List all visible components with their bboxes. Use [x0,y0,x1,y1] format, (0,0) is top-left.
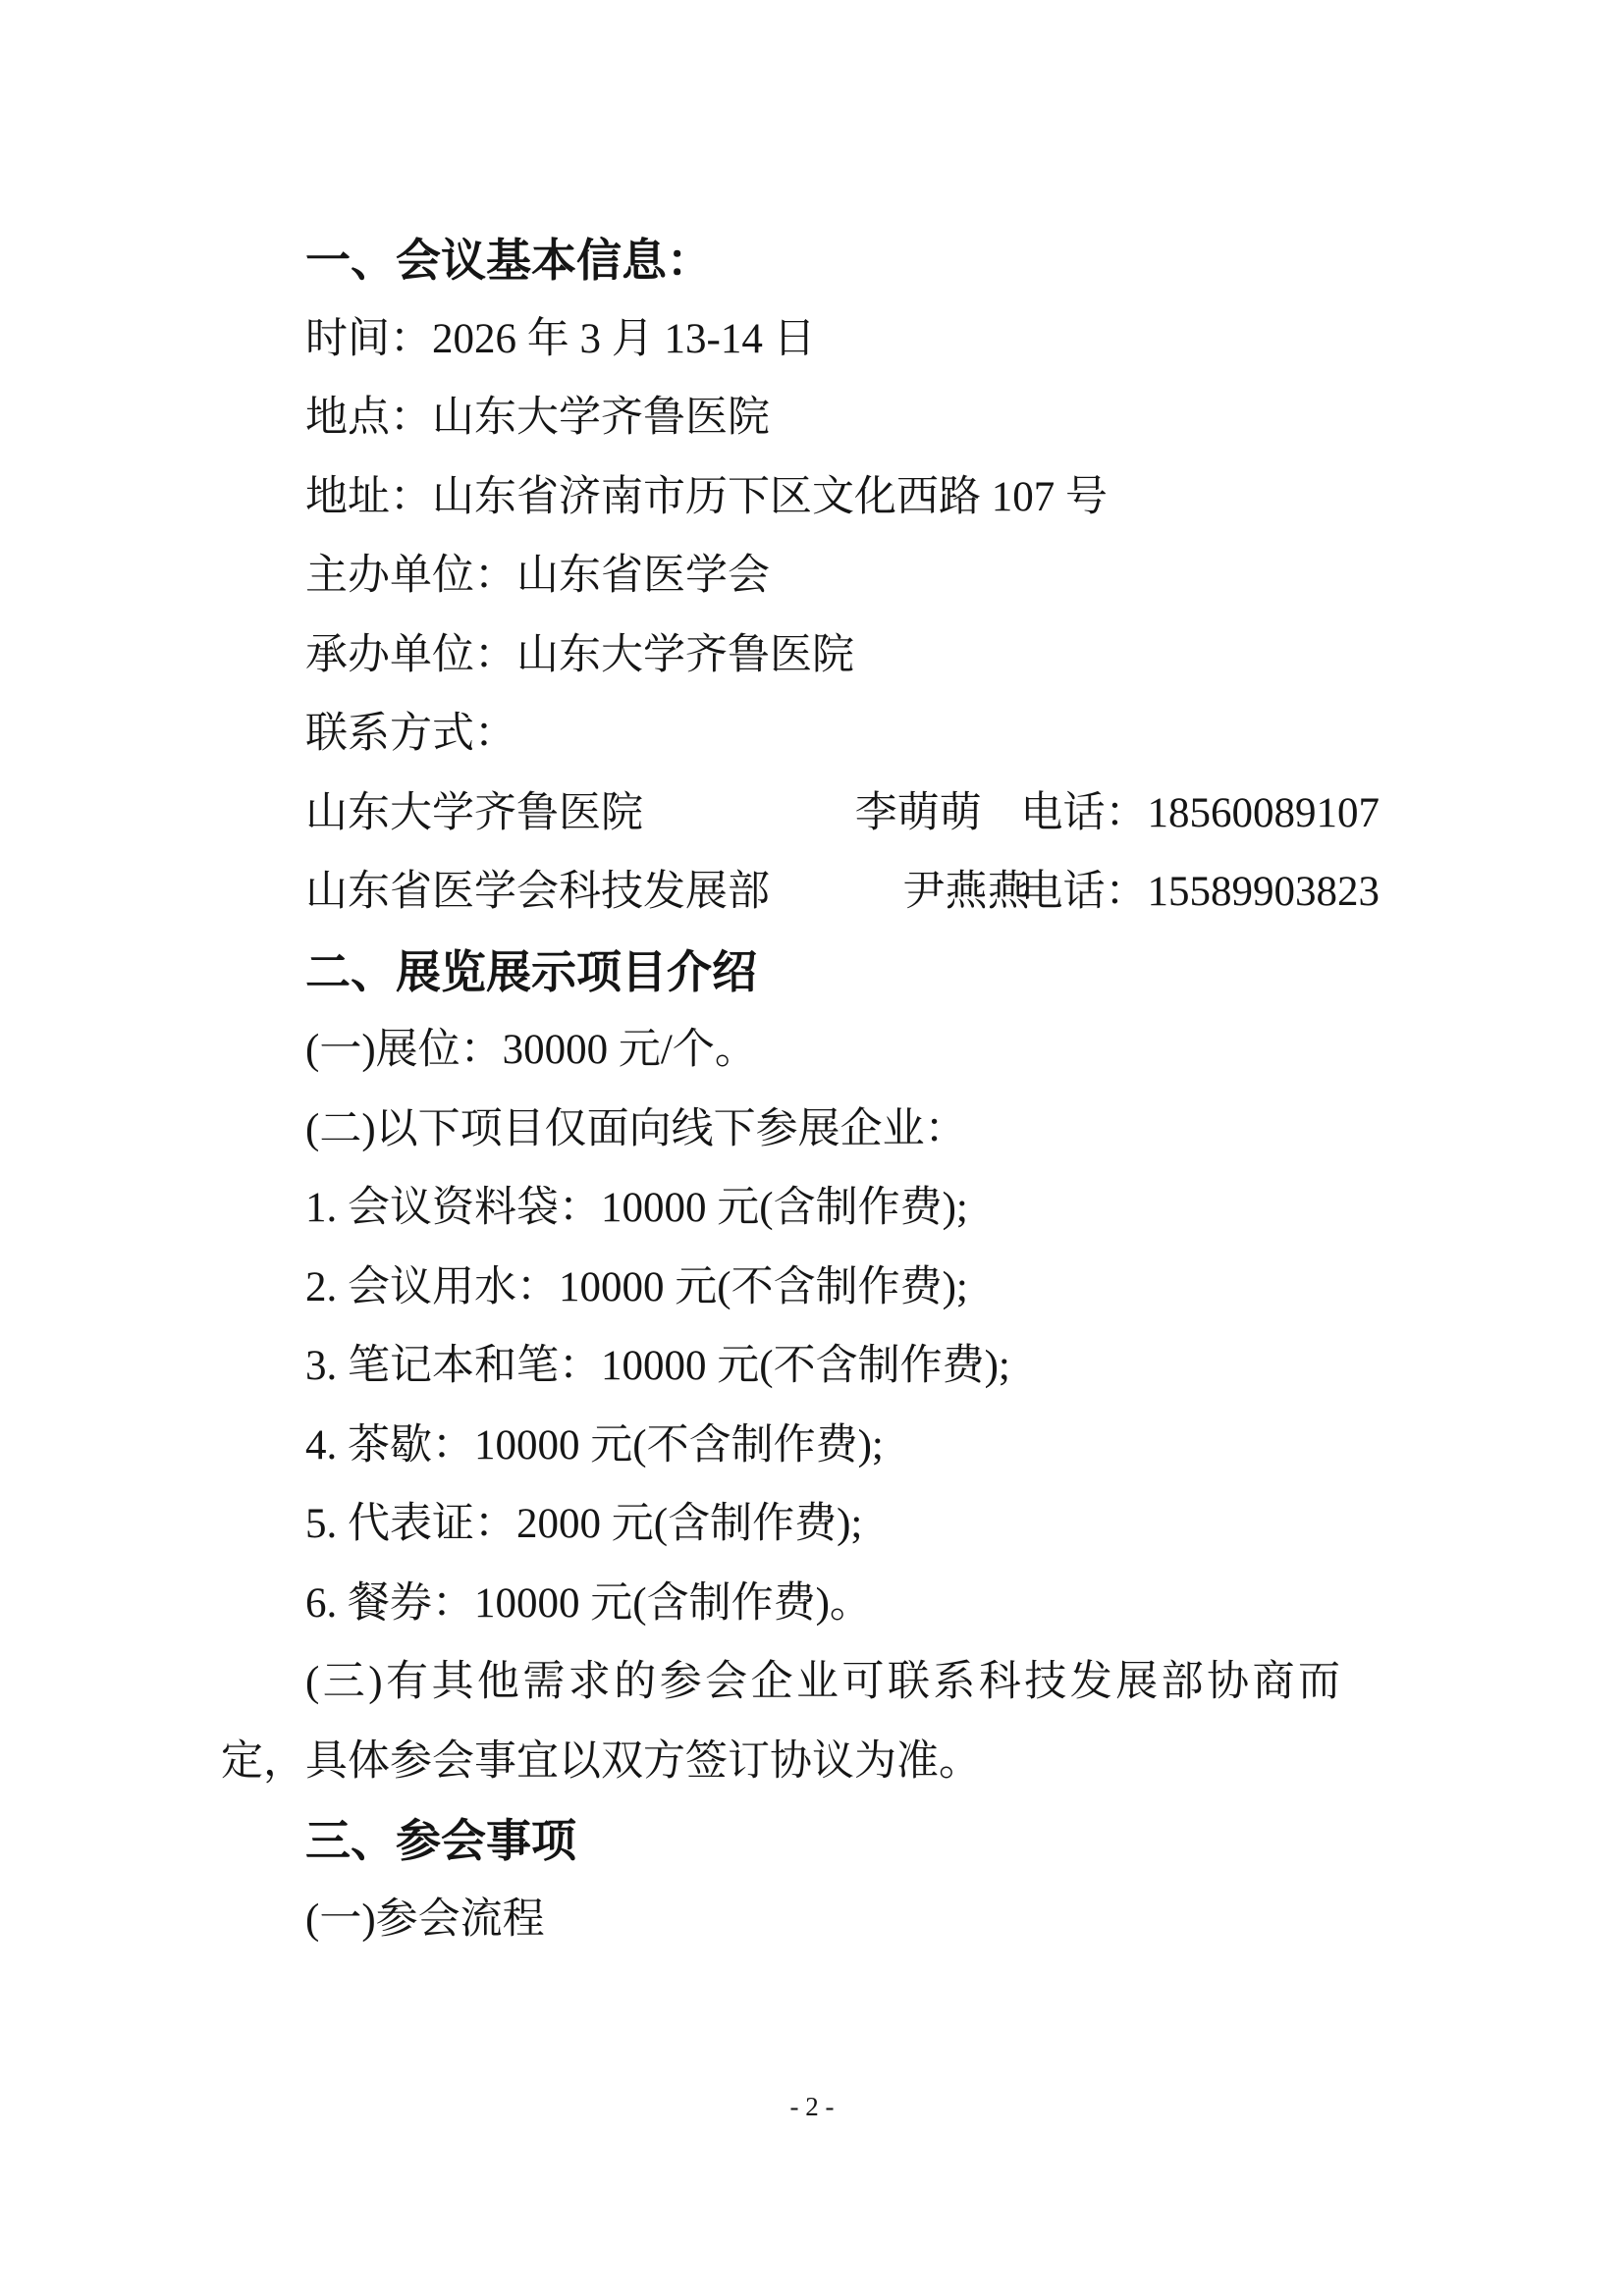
line-venue: 地点：山东大学齐鲁医院 [305,395,770,441]
line-item-6: 6. 餐券：10000 元(含制作费)。 [305,1579,872,1627]
section2-heading: 二、展览展示项目介绍 [305,945,757,997]
phone-number: 15589903823 [1147,869,1380,915]
line-organizer: 承办单位：山东大学齐鲁医院 [305,631,854,678]
phone-label: 电话： [1020,869,1148,915]
line-item-5: 5. 代表证：2000 元(含制作费); [305,1501,863,1547]
line-item-2: 2. 会议用水：10000 元(不含制作费); [305,1263,968,1310]
phone-number: 18560089107 [1147,789,1380,836]
line-booth: (一)展位：30000 元/个。 [305,1027,757,1073]
section3-heading: 三、参会事项 [305,1815,576,1866]
line-item-3: 3. 笔记本和笔：10000 元(不含制作费); [305,1343,1010,1389]
contact-person: 尹燕燕 [902,869,1030,915]
section2-note: (三)有其他需求的参会企业可联系科技发展部协商而定，具体参会事宜以双方签订协议为准。 [221,1659,1340,1785]
line-contact-label: 联系方式： [305,711,516,757]
line-flow: (一)参会流程 [305,1896,545,1943]
contact-phone [1021,853,1380,933]
contact-row [221,774,1380,854]
document-body [221,221,1380,1959]
line-item-4: 4. 茶歇：10000 元(不含制作费); [305,1421,884,1468]
line-offline-only: (二)以下项目仅面向线下参展企业： [305,1105,967,1152]
line-address: 地址：山东省济南市历下区文化西路 107 号 [305,473,1108,520]
contact-org: 山东省医学会科技发展部 [305,869,770,915]
contact-person: 李萌萌 [854,789,982,836]
phone-label: 电话： [1020,789,1148,836]
contact-org: 山东大学齐鲁医院 [305,789,643,836]
contact-row [221,853,1380,933]
line-time: 时间：2026 年 3 月 13-14 日 [305,315,816,362]
contact-phone [1021,774,1380,854]
section1-heading: 一、会议基本信息： [305,235,712,286]
page-number: - 2 - [789,2092,835,2121]
line-item-1: 1. 会议资料袋：10000 元(含制作费); [305,1185,968,1231]
line-host: 主办单位：山东省医学会 [305,553,770,599]
